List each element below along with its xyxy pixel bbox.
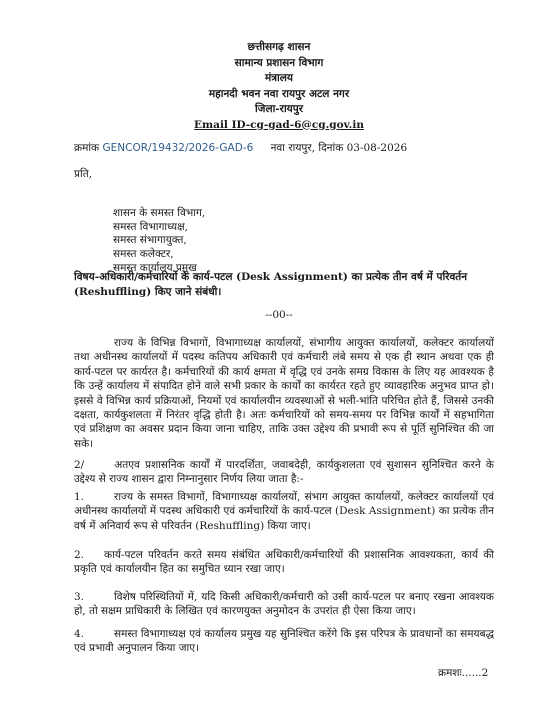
ministry-name: मंत्रालय xyxy=(264,72,293,84)
point-text: विशेष परिस्थितियों में, यदि किसी अधिकारी/कर्मचारी को उसी कार्य-पटल पर बनाए रखना आवश्यक हो, तो सक्षम प्राधिकारी के लिखित एवं कारणयुक्त अनुमोदन के उपरांत ही ऐसा किया जाए। xyxy=(74,591,494,618)
to-label: प्रति, xyxy=(74,168,93,180)
point-4 xyxy=(74,627,494,656)
place-date: नवा रायपुर, दिनांक 03-08-2026 xyxy=(270,142,408,154)
point-number: 3. xyxy=(74,591,85,603)
district-name: जिला-रायपुर xyxy=(254,103,304,115)
intro-paragraph: राज्य के विभिन्न विभागों, विभागाध्यक्ष कार्यालयों, संभागीय आयुक्त कार्यालयों, कलेक्टर कार्यालयों तथा अधीनस्थ कार्यालयों में पदस्थ कतिपय अधिकारी एवं कर्मचारी लंबे समय से एक ही स्थान अथवा एक ही कार्य-पटल पर कार्यरत है। कर्मचारियों की कार्य क्षमता में वृद्धि एवं उनके समग्र विकास के लिए यह आवश्यक है कि उन्हें कार्यालय में संपादित होने वाले सभी प्रकार के कार्यों का कार्यरत रहते हुए व्यावहारिक अनुभव प्राप्त हो। इससे वे विभिन्न कार्य प्रक्रियाओं, नियमों एवं कार्यालयीन व्यवस्थाओं से भली-भांति परिचित होते हैं, जिससे उनकी दक्षता, कार्यकुशलता में निरंतर वृद्धि होती है। अतः कर्मचारियों को समय-समय पर विभिन्न कार्यों में सहभागिता एवं प्रशिक्षण का अवसर प्रदान किया जाना चाहिए, ताकि उक्त उद्देश्य की प्रभावी रूप से पूर्ति सुनिश्चित की जा सके। xyxy=(74,337,494,450)
addressee-list xyxy=(113,207,205,276)
divider: --00-- xyxy=(265,309,293,321)
point-1 xyxy=(74,490,494,533)
point-text: समस्त विभागाध्यक्ष एवं कार्यालय प्रमुख यह सुनिश्चित करेंगे कि इस परिपत्र के प्रावधानों का समयबद्ध एवं प्रभावी अनुपालन किया जाए। xyxy=(74,628,494,655)
office-address: महानदी भवन नवा रायपुर अटल नगर xyxy=(208,87,350,100)
paragraph-number: 2/ xyxy=(74,459,85,471)
reference-prefix: क्रमांक xyxy=(74,142,100,154)
point-number: 4. xyxy=(74,628,85,640)
point-text: कार्य-पटल परिवर्तन करते समय संबंधित अधिकारी/कर्मचारियों की प्रशासनिक आवश्यकता, कार्य की प्रकृति एवं कार्यालयीन हित का समुचित ध्यान रखा जाए। xyxy=(74,549,494,576)
reference-line xyxy=(74,141,407,155)
point-number: 2. xyxy=(74,549,85,561)
letterhead xyxy=(0,40,558,133)
point-3 xyxy=(74,590,494,619)
point-number: 1. xyxy=(74,491,85,503)
addressee-item: समस्त कार्यालय प्रमुख xyxy=(113,261,197,274)
point-text: राज्य के समस्त विभागों, विभागाध्यक्ष कार्यालयों, संभाग आयुक्त कार्यालयों, कलेक्टर कार्यालयों एवं अधीनस्थ कार्यालयों में पदस्थ अधिकारी एवं कर्मचारियों के कार्य-पटल (Desk Assignment) का प्रत्येक तीन वर्ष में अनिवार्य रूप से परिवर्तन (Reshuffling) किया जाए। xyxy=(74,491,494,532)
reference-number: GENCOR/19432/2026-GAD-6 xyxy=(102,142,254,154)
addressee-item: समस्त विभागाध्यक्ष, xyxy=(113,220,188,233)
government-name: छत्तीसगढ़ शासन xyxy=(247,41,311,53)
paragraph-2 xyxy=(74,458,494,487)
continuation-note: क्रमशः......2 xyxy=(438,667,489,679)
addressee-item: समस्त कलेक्टर, xyxy=(113,248,174,261)
email-link[interactable]: Email ID-cg-gad-6@cg.gov.in xyxy=(194,118,364,131)
addressee-item: समस्त संभागायुक्त, xyxy=(113,234,187,247)
subject-line: विषय-अधिकारी/कर्मचारियों के कार्य-पटल (Desk Assignment) का प्रत्येक तीन वर्ष में परिवर्तन (Reshuffling) किए जाने संबंधी। xyxy=(74,271,468,298)
addressee-item: शासन के समस्त विभाग, xyxy=(113,207,206,219)
department-name: सामान्य प्रशासन विभाग xyxy=(234,56,324,69)
point-2 xyxy=(74,548,494,577)
paragraph-text: अतएव प्रशासनिक कार्यों में पारदर्शिता, जवाबदेही, कार्यकुशलता एवं सुशासन सुनिश्चित करने के उद्देश्य से राज्य शासन द्वारा निम्नानुसार निर्णय लिया जाता है:- xyxy=(74,459,494,486)
